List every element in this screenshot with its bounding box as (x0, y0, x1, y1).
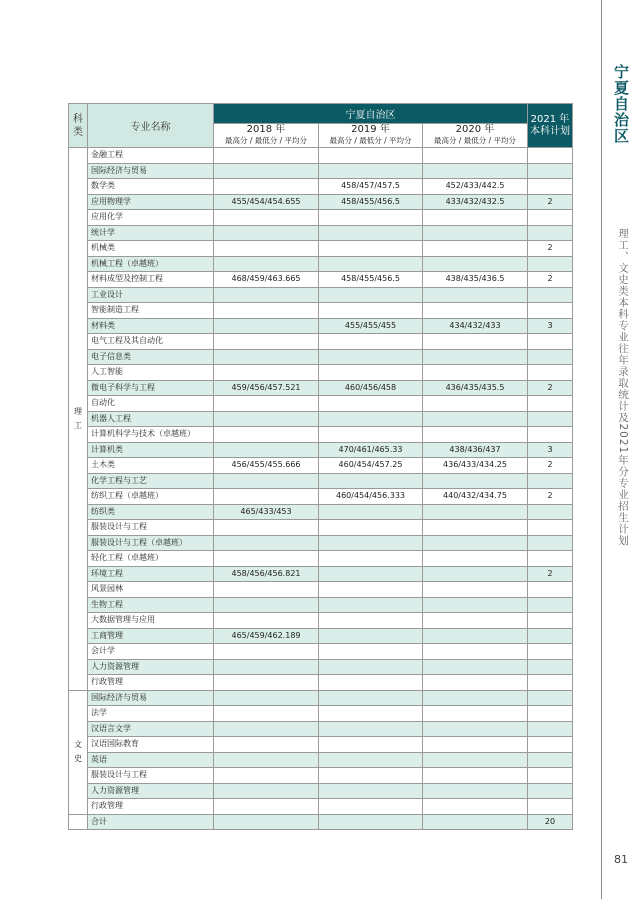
table-row (69, 551, 573, 567)
year-header: 2019 年 (319, 124, 423, 136)
admission-table (68, 103, 573, 830)
plan-cell (528, 783, 573, 799)
plan-cell (528, 303, 573, 319)
score-cell: 456/455/455.666 (214, 458, 319, 474)
score-cell (423, 520, 528, 536)
plan-cell (528, 535, 573, 551)
major-name-cell: 电子信息类 (88, 349, 214, 365)
table-row (69, 442, 573, 458)
major-name-cell: 材料类 (88, 318, 214, 334)
score-cell: 436/435/435.5 (423, 380, 528, 396)
table-row (69, 613, 573, 629)
table-row (69, 365, 573, 381)
score-cell (319, 752, 423, 768)
score-cell (214, 551, 319, 567)
table-row (69, 706, 573, 722)
table-row (69, 272, 573, 288)
sidebar-divider (601, 0, 602, 899)
plan-cell (528, 706, 573, 722)
score-cell (214, 473, 319, 489)
score-cell (319, 396, 423, 412)
score-cell (214, 241, 319, 257)
score-cell (214, 442, 319, 458)
score-cell (319, 582, 423, 598)
score-cell (319, 225, 423, 241)
score-cell (214, 148, 319, 164)
plan-cell (528, 473, 573, 489)
score-cell (319, 737, 423, 753)
table-row (69, 752, 573, 768)
major-name-cell: 机器人工程 (88, 411, 214, 427)
score-cell (319, 148, 423, 164)
major-header: 专业名称 (88, 104, 214, 148)
plan-header (528, 104, 573, 148)
plan-cell (528, 520, 573, 536)
score-cell (423, 551, 528, 567)
score-cell (214, 163, 319, 179)
score-cell (214, 303, 319, 319)
plan-cell (528, 768, 573, 784)
major-name-cell: 数学类 (88, 179, 214, 195)
category-cell (69, 814, 88, 830)
plan-cell (528, 179, 573, 195)
major-name-cell: 工商管理 (88, 628, 214, 644)
score-cell: 458/455/456.5 (319, 272, 423, 288)
major-name-cell: 微电子科学与工程 (88, 380, 214, 396)
score-cell (423, 613, 528, 629)
table-body (69, 148, 573, 830)
score-cell: 460/454/456.333 (319, 489, 423, 505)
score-cell (214, 334, 319, 350)
score-cell (423, 582, 528, 598)
score-cell (319, 675, 423, 691)
plan-cell (528, 210, 573, 226)
section-description: 理工、文史类本科专业往年录取统计及2021年分专业招生计划 (617, 228, 629, 547)
year-header: 2020 年 (423, 124, 528, 136)
score-cell (319, 659, 423, 675)
score-cell (423, 473, 528, 489)
score-cell: 460/454/457.25 (319, 458, 423, 474)
score-cell: 433/432/432.5 (423, 194, 528, 210)
plan-cell (528, 287, 573, 303)
major-name-cell: 国际经济与贸易 (88, 163, 214, 179)
year-header: 2018 年 (214, 124, 319, 136)
plan-cell: 2 (528, 489, 573, 505)
major-name-cell: 机械类 (88, 241, 214, 257)
major-name-cell: 环境工程 (88, 566, 214, 582)
score-cell (319, 520, 423, 536)
score-cell (214, 706, 319, 722)
score-cell (214, 210, 319, 226)
score-cell (319, 504, 423, 520)
plan-cell (528, 504, 573, 520)
score-cell: 438/435/436.5 (423, 272, 528, 288)
category-cell: 文 史 (69, 690, 88, 814)
score-cell (214, 411, 319, 427)
score-cell (214, 365, 319, 381)
score-cell (214, 427, 319, 443)
score-cell (423, 628, 528, 644)
score-cell (214, 318, 319, 334)
score-cell: 438/436/437 (423, 442, 528, 458)
score-cell (319, 644, 423, 660)
major-name-cell: 汉语国际教育 (88, 737, 214, 753)
plan-cell (528, 427, 573, 443)
score-cell (423, 799, 528, 815)
major-name-cell: 纺织工程（卓越班） (88, 489, 214, 505)
major-name-cell: 会计学 (88, 644, 214, 660)
major-name-cell: 国际经济与贸易 (88, 690, 214, 706)
major-name-cell: 服装设计与工程 (88, 768, 214, 784)
plan-cell (528, 148, 573, 164)
score-cell (423, 768, 528, 784)
score-cell (214, 690, 319, 706)
plan-cell (528, 737, 573, 753)
admission-table-container (68, 103, 572, 830)
score-cell (423, 411, 528, 427)
table-row (69, 411, 573, 427)
score-cell (214, 737, 319, 753)
major-name-cell: 土木类 (88, 458, 214, 474)
major-name-cell: 人力资源管理 (88, 783, 214, 799)
score-cell (319, 241, 423, 257)
table-row (69, 628, 573, 644)
category-cell: 理 工 (69, 148, 88, 691)
score-cell: 452/433/442.5 (423, 179, 528, 195)
major-name-cell: 化学工程与工艺 (88, 473, 214, 489)
score-cell (214, 256, 319, 272)
plan-cell (528, 256, 573, 272)
score-cell (319, 535, 423, 551)
major-name-cell: 行政管理 (88, 799, 214, 815)
plan-cell (528, 365, 573, 381)
score-cell (319, 706, 423, 722)
table-row (69, 690, 573, 706)
score-cell (423, 396, 528, 412)
plan-cell: 2 (528, 380, 573, 396)
plan-cell: 3 (528, 318, 573, 334)
score-cell (214, 179, 319, 195)
major-name-cell: 人力资源管理 (88, 659, 214, 675)
major-name-cell: 机械工程（卓越班） (88, 256, 214, 272)
score-cell (214, 396, 319, 412)
table-row (69, 349, 573, 365)
score-cell: 460/456/458 (319, 380, 423, 396)
table-row (69, 380, 573, 396)
score-subheader: 最高分 / 最低分 / 平均分 (214, 136, 319, 148)
score-cell (423, 690, 528, 706)
table-row (69, 256, 573, 272)
major-name-cell: 汉语言文学 (88, 721, 214, 737)
major-name-cell: 计算机科学与技术（卓越班） (88, 427, 214, 443)
score-cell (319, 566, 423, 582)
plan-cell (528, 551, 573, 567)
plan-cell (528, 799, 573, 815)
major-name-cell: 行政管理 (88, 675, 214, 691)
score-cell: 470/461/465.33 (319, 442, 423, 458)
plan-cell (528, 752, 573, 768)
plan-cell: 2 (528, 458, 573, 474)
table-row (69, 814, 573, 830)
plan-cell (528, 628, 573, 644)
score-cell (423, 365, 528, 381)
score-cell (319, 411, 423, 427)
score-cell (423, 706, 528, 722)
table-row (69, 535, 573, 551)
table-row (69, 194, 573, 210)
score-cell (214, 752, 319, 768)
score-cell (319, 210, 423, 226)
major-name-cell: 轻化工程（卓越班） (88, 551, 214, 567)
score-cell: 455/455/455 (319, 318, 423, 334)
score-subheader: 最高分 / 最低分 / 平均分 (423, 136, 528, 148)
score-cell (214, 783, 319, 799)
score-cell: 436/433/434.25 (423, 458, 528, 474)
plan-cell: 3 (528, 442, 573, 458)
score-cell (319, 628, 423, 644)
table-row (69, 396, 573, 412)
plan-label: 本科计划 (530, 125, 570, 137)
score-cell (214, 535, 319, 551)
score-cell: 458/455/456.5 (319, 194, 423, 210)
major-name-cell: 应用物理学 (88, 194, 214, 210)
plan-cell (528, 582, 573, 598)
plan-cell (528, 721, 573, 737)
plan-cell (528, 597, 573, 613)
plan-cell (528, 396, 573, 412)
table-row (69, 566, 573, 582)
score-cell (214, 644, 319, 660)
score-cell (214, 520, 319, 536)
category-header: 科 类 (69, 104, 88, 148)
score-cell (423, 148, 528, 164)
score-cell (214, 721, 319, 737)
plan-cell (528, 644, 573, 660)
plan-year: 2021 年 (530, 113, 570, 125)
major-name-cell: 智能制造工程 (88, 303, 214, 319)
table-row (69, 427, 573, 443)
score-cell (423, 597, 528, 613)
table-row (69, 473, 573, 489)
major-name-cell: 合计 (88, 814, 214, 830)
score-cell: 468/459/463.665 (214, 272, 319, 288)
major-name-cell: 金融工程 (88, 148, 214, 164)
region-header: 宁夏自治区 (214, 104, 528, 124)
major-name-cell: 服装设计与工程（卓越班） (88, 535, 214, 551)
table-row (69, 659, 573, 675)
plan-cell (528, 613, 573, 629)
score-cell (214, 597, 319, 613)
plan-cell (528, 411, 573, 427)
score-cell (423, 566, 528, 582)
score-cell (319, 349, 423, 365)
score-cell (214, 349, 319, 365)
major-name-cell: 服装设计与工程 (88, 520, 214, 536)
score-cell (214, 287, 319, 303)
score-cell (319, 783, 423, 799)
plan-cell (528, 334, 573, 350)
table-row (69, 737, 573, 753)
score-cell (319, 597, 423, 613)
score-cell (423, 303, 528, 319)
table-row (69, 210, 573, 226)
major-name-cell: 统计学 (88, 225, 214, 241)
major-name-cell: 英语 (88, 752, 214, 768)
score-cell (423, 427, 528, 443)
table-row (69, 287, 573, 303)
score-cell (319, 473, 423, 489)
score-cell: 458/457/457.5 (319, 179, 423, 195)
major-name-cell: 风景园林 (88, 582, 214, 598)
page-number: 81 (614, 853, 628, 866)
plan-cell (528, 349, 573, 365)
major-name-cell: 工业设计 (88, 287, 214, 303)
score-cell (214, 659, 319, 675)
score-cell (423, 535, 528, 551)
plan-cell (528, 659, 573, 675)
major-name-cell: 生物工程 (88, 597, 214, 613)
table-row (69, 504, 573, 520)
plan-cell (528, 225, 573, 241)
table-row (69, 179, 573, 195)
score-cell (319, 799, 423, 815)
region-title: 宁夏自治区 (612, 64, 630, 144)
score-cell (423, 814, 528, 830)
table-row (69, 148, 573, 164)
major-name-cell: 自动化 (88, 396, 214, 412)
score-cell (423, 256, 528, 272)
table-row (69, 721, 573, 737)
score-cell (423, 644, 528, 660)
score-cell (319, 768, 423, 784)
table-row (69, 783, 573, 799)
score-cell: 465/459/462.189 (214, 628, 319, 644)
table-row (69, 489, 573, 505)
table-row (69, 458, 573, 474)
score-cell: 440/432/434.75 (423, 489, 528, 505)
score-cell (319, 334, 423, 350)
major-name-cell: 电气工程及其自动化 (88, 334, 214, 350)
table-row (69, 520, 573, 536)
score-cell (319, 613, 423, 629)
major-name-cell: 纺织类 (88, 504, 214, 520)
major-name-cell: 法学 (88, 706, 214, 722)
score-cell (319, 287, 423, 303)
score-cell (423, 721, 528, 737)
major-name-cell: 计算机类 (88, 442, 214, 458)
score-cell (423, 675, 528, 691)
major-name-cell: 应用化学 (88, 210, 214, 226)
score-cell (319, 163, 423, 179)
table-row (69, 163, 573, 179)
score-cell (319, 365, 423, 381)
plan-cell: 2 (528, 194, 573, 210)
table-row (69, 334, 573, 350)
score-cell (319, 690, 423, 706)
plan-cell: 2 (528, 272, 573, 288)
score-cell (423, 659, 528, 675)
table-row (69, 597, 573, 613)
score-cell (214, 225, 319, 241)
plan-cell: 20 (528, 814, 573, 830)
table-row (69, 675, 573, 691)
score-cell (423, 752, 528, 768)
score-cell: 459/456/457.521 (214, 380, 319, 396)
plan-cell (528, 675, 573, 691)
table-row (69, 303, 573, 319)
score-cell (319, 721, 423, 737)
plan-cell: 2 (528, 566, 573, 582)
score-cell: 455/454/454.655 (214, 194, 319, 210)
score-cell (423, 287, 528, 303)
major-name-cell: 人工智能 (88, 365, 214, 381)
score-cell (319, 814, 423, 830)
score-cell (423, 241, 528, 257)
score-cell (423, 783, 528, 799)
score-subheader: 最高分 / 最低分 / 平均分 (319, 136, 423, 148)
table-row (69, 644, 573, 660)
score-cell (214, 814, 319, 830)
score-cell (423, 210, 528, 226)
score-cell (423, 504, 528, 520)
score-cell (319, 303, 423, 319)
score-cell (319, 551, 423, 567)
score-cell (319, 427, 423, 443)
score-cell (423, 737, 528, 753)
table-row (69, 225, 573, 241)
table-row (69, 241, 573, 257)
score-cell: 458/456/456.821 (214, 566, 319, 582)
major-name-cell: 大数据管理与应用 (88, 613, 214, 629)
score-cell (214, 613, 319, 629)
score-cell (214, 675, 319, 691)
table-row (69, 318, 573, 334)
score-cell: 434/432/433 (423, 318, 528, 334)
score-cell (423, 349, 528, 365)
plan-cell (528, 690, 573, 706)
table-row (69, 768, 573, 784)
score-cell (214, 768, 319, 784)
score-cell (214, 582, 319, 598)
score-cell (423, 225, 528, 241)
plan-cell: 2 (528, 241, 573, 257)
score-cell (423, 163, 528, 179)
score-cell (423, 334, 528, 350)
score-cell (214, 799, 319, 815)
major-name-cell: 材料成型及控制工程 (88, 272, 214, 288)
table-row (69, 582, 573, 598)
table-row (69, 799, 573, 815)
plan-cell (528, 163, 573, 179)
score-cell (319, 256, 423, 272)
score-cell: 465/433/453 (214, 504, 319, 520)
score-cell (214, 489, 319, 505)
